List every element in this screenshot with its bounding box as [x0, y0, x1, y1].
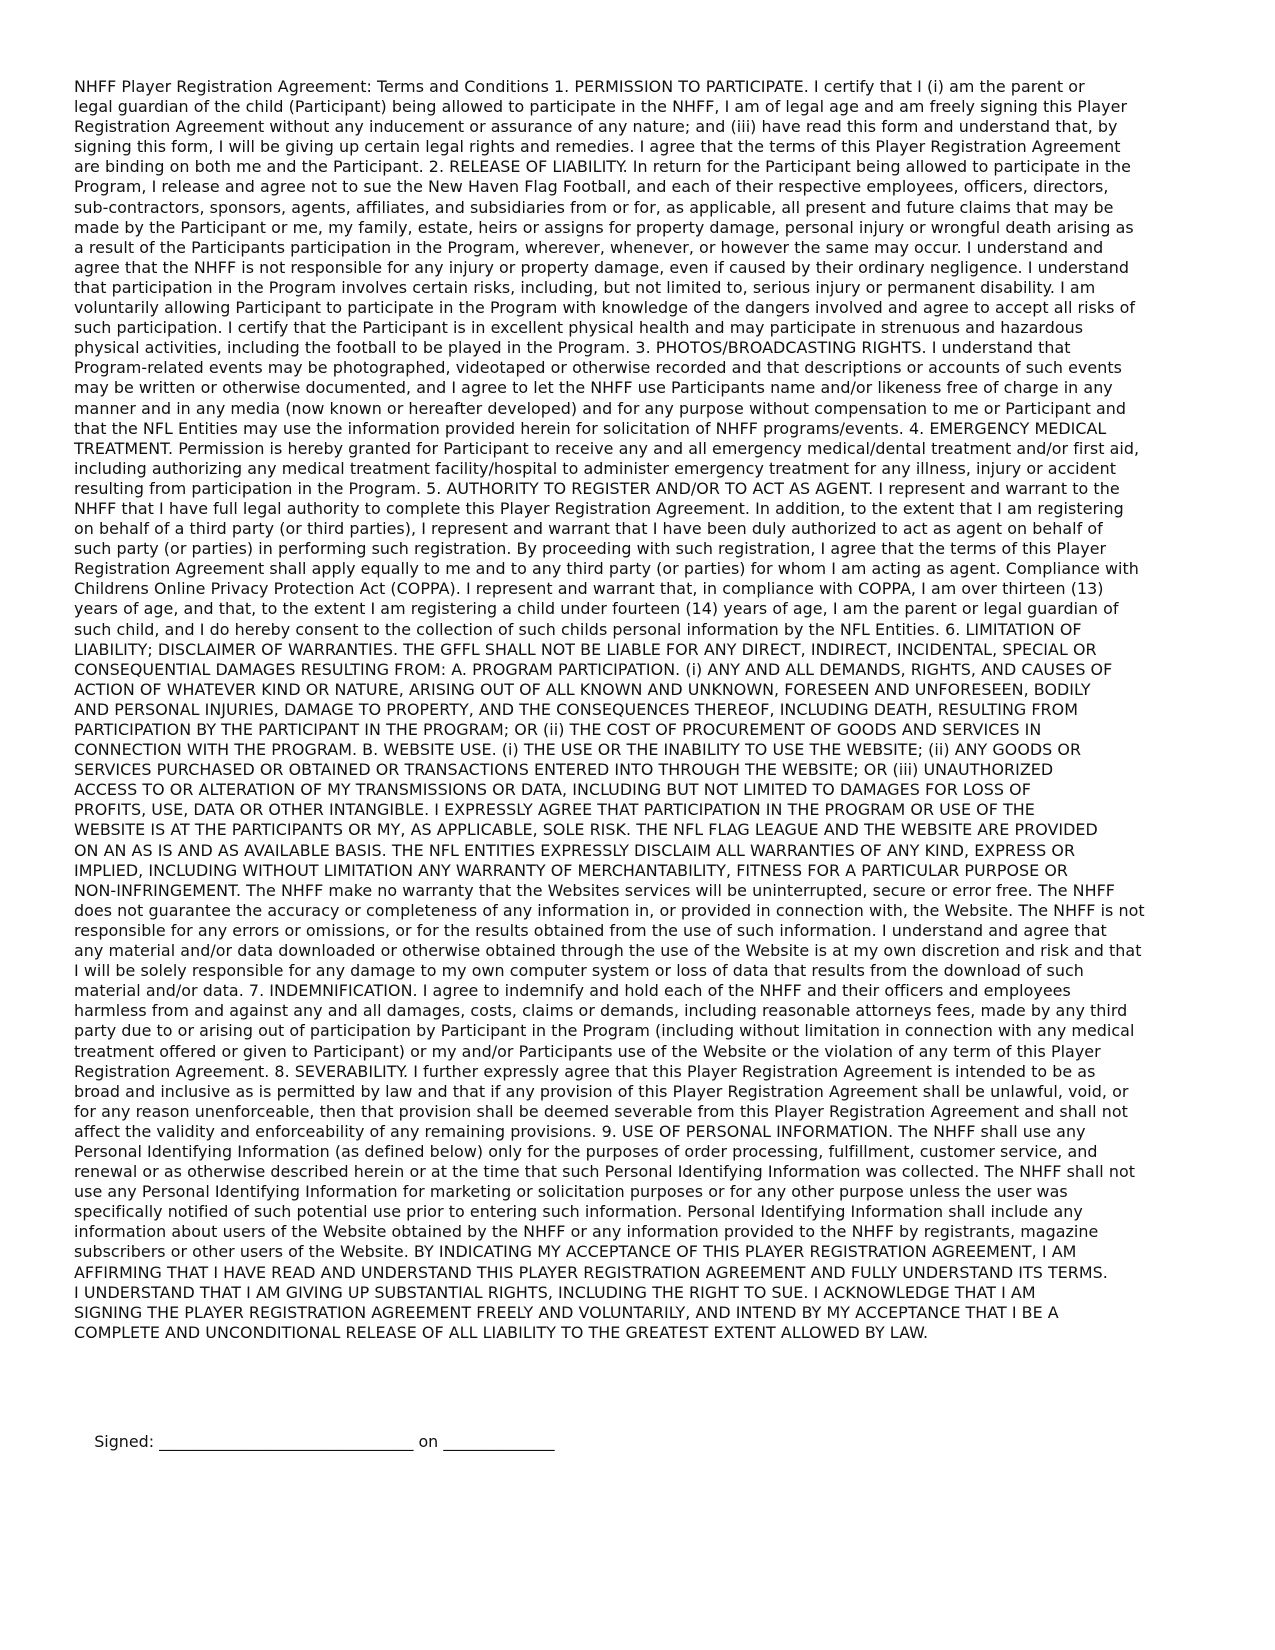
agreement-line: voluntarily allowing Participant to participate in the Program with knowledge of the dangers involved and agree to accept all risks of — [74, 298, 1136, 318]
agreement-line: CONNECTION WITH THE PROGRAM. B. WEBSITE USE. (i) THE USE OR THE INABILITY TO USE THE WEBSITE; (ii) ANY GOODS OR — [74, 740, 1082, 760]
agreement-line: specifically notified of such potential use prior to entering such information. Personal Identifying Information shall include any — [74, 1202, 1083, 1222]
agreement-line: affect the validity and enforceability of any remaining provisions. 9. USE OF PERSONAL INFORMATION. The NHFF shall use any — [74, 1121, 1086, 1141]
agreement-line: Personal Identifying Information (as defined below) only for the purposes of order processing, fulfillment, customer service, and — [74, 1141, 1098, 1161]
agreement-line: PROFITS, USE, DATA OR OTHER INTANGIBLE. I EXPRESSLY AGREE THAT PARTICIPATION IN THE PROGRAM OR USE OF THE — [74, 800, 1035, 820]
agreement-line: PARTICIPATION BY THE PARTICIPANT IN THE PROGRAM; OR (ii) THE COST OF PROCUREMENT OF GOODS AND SERVICES IN — [74, 720, 1042, 739]
agreement-line: Registration Agreement without any inducement or assurance of any nature; and (iii) have read this form and understand that, by — [74, 117, 1118, 137]
date-blank: ______________ — [443, 1432, 555, 1451]
agreement-line: TREATMENT. Permission is hereby granted for Participant to receive any and all emergency medical/dental treatment and/or first aid, — [74, 438, 1140, 458]
agreement-line: years of age, and that, to the extent I am registering a child under fourteen (14) years of age, I am the parent or legal guardian of — [74, 599, 1119, 619]
agreement-line: AND PERSONAL INJURIES, DAMAGE TO PROPERTY, AND THE CONSEQUENCES THEREOF, INCLUDING DEATH, RESULTING FROM — [74, 699, 1078, 719]
agreement-line: IMPLIED, INCLUDING WITHOUT LIMITATION ANY WARRANTY OF MERCHANTABILITY, FITNESS FOR A PARTICULAR PURPOSE OR — [74, 860, 1068, 880]
agreement-line: may be written or otherwise documented, and I agree to let the NHFF use Participants name and/or likeness free of charge in any — [74, 378, 1113, 398]
agreement-line: that the NFL Entities may use the information provided herein for solicitation of NHFF programs/events. 4. EMERGENCY MEDICAL — [74, 418, 1107, 438]
agreement-line: SERVICES PURCHASED OR OBTAINED OR TRANSACTIONS ENTERED INTO THROUGH THE WEBSITE; OR (iii) UNAUTHORIZED — [74, 760, 1054, 780]
agreement-line: broad and inclusive as is permitted by law and that if any provision of this Player Registration Agreement shall be unlawful, void, or — [74, 1081, 1129, 1101]
agreement-line: NON-INFRINGEMENT. The NHFF make no warranty that the Websites services will be uninterrupted, secure or error free. The NHFF — [74, 880, 1115, 900]
agreement-line: COMPLETE AND UNCONDITIONAL RELEASE OF ALL LIABILITY TO THE GREATEST EXTENT ALLOWED BY LAW. — [74, 1322, 929, 1342]
agreement-line: treatment offered or given to Participant) or my and/or Participants use of the Website or the violation of any term of this Player — [74, 1041, 1101, 1061]
agreement-line: for any reason unenforceable, then that provision shall be deemed severable from this Player Registration Agreement and shall not — [74, 1101, 1128, 1121]
agreement-line: Registration Agreement shall apply equally to me and to any third party (or parties) for whom I am acting as agent. Compliance with — [74, 559, 1139, 579]
on-label: on — [413, 1432, 444, 1451]
agreement-line: Childrens Online Privacy Protection Act (COPPA). I represent and warrant that, in compliance with COPPA, I am over thirteen (13) — [74, 579, 1104, 599]
agreement-line: Registration Agreement. 8. SEVERABILITY. I further expressly agree that this Player Registration Agreement is intended to be as — [74, 1061, 1096, 1081]
agreement-line: material and/or data. 7. INDEMNIFICATION. I agree to indemnify and hold each of the NHFF and their officers and employees — [74, 981, 1071, 1001]
agreement-line: manner and in any media (now known or hereafter developed) and for any purpose without compensation to me or Participant and — [74, 398, 1127, 418]
agreement-line: physical activities, including the football to be played in the Program. 3. PHOTOS/BROADCASTING RIGHTS. I understand that — [74, 338, 1071, 358]
agreement-line: any material and/or data downloaded or otherwise obtained through the use of the Website is at my own discretion and risk and that — [74, 941, 1142, 961]
agreement-line: Program, I release and agree not to sue the New Haven Flag Football, and each of their respective employees, officers, directors, — [74, 177, 1109, 197]
agreement-line: NHFF that I have full legal authority to complete this Player Registration Agreement. In addition, to the extent that I am registering — [74, 498, 1124, 518]
agreement-line: such participation. I certify that the Participant is in excellent physical health and may participate in strenuous and hazardous — [74, 318, 1084, 338]
agreement-line: sub-contractors, sponsors, agents, affiliates, and subsidiaries from or for, as applicable, all present and future claims that may be — [74, 197, 1114, 217]
agreement-line: information about users of the Website obtained by the NHFF or any information provided to the NHFF by registrants, magazine — [74, 1222, 1099, 1242]
signature-blank: ________________________________ — [159, 1432, 414, 1451]
agreement-line: AFFIRMING THAT I HAVE READ AND UNDERSTAND THIS PLAYER REGISTRATION AGREEMENT AND FULLY UNDERSTAND ITS TERMS. — [74, 1262, 1108, 1282]
agreement-line: on behalf of a third party (or third parties), I represent and warrant that I have been duly authorized to act as agent on behalf of — [74, 519, 1103, 539]
agreement-line: renewal or as otherwise described herein or at the time that such Personal Identifying Information was collected. The NHFF shall not — [74, 1162, 1136, 1182]
agreement-line: resulting from participation in the Program. 5. AUTHORITY TO REGISTER AND/OR TO ACT AS AGENT. I represent and warrant to the — [74, 478, 1120, 498]
agreement-line: use any Personal Identifying Information for marketing or solicitation purposes or for any other purpose unless the user was — [74, 1182, 1068, 1202]
agreement-line: does not guarantee the accuracy or completeness of any information in, or provided in connection with, the Website. The NHFF is not — [74, 900, 1145, 920]
agreement-line: made by the Participant or me, my family, estate, heirs or assigns for property damage, personal injury or wrongful death arising as — [74, 217, 1134, 237]
agreement-line: a result of the Participants participation in the Program, wherever, whenever, or however the same may occur. I understand and — [74, 237, 1104, 257]
agreement-line: ON AN AS IS AND AS AVAILABLE BASIS. THE NFL ENTITIES EXPRESSLY DISCLAIM ALL WARRANTIES OF ANY KIND, EXPRESS OR — [74, 840, 1076, 860]
agreement-line: ACTION OF WHATEVER KIND OR NATURE, ARISING OUT OF ALL KNOWN AND UNKNOWN, FORESEEN AND UNFORESEEN, BODILY — [74, 679, 1091, 699]
agreement-line: agree that the NHFF is not responsible for any injury or property damage, even if caused by their ordinary negligence. I understand — [74, 257, 1130, 277]
signature-line — [74, 1412, 555, 1472]
agreement-line: harmless from and against any and all damages, costs, claims or demands, including reasonable attorneys fees, made by any third — [74, 1001, 1128, 1021]
agreement-line: Program-related events may be photographed, videotaped or otherwise recorded and that descriptions or accounts of such events — [74, 358, 1122, 378]
signed-label: Signed: — [94, 1432, 160, 1451]
agreement-line: that participation in the Program involves certain risks, including, but not limited to, serious injury or permanent disability. I am — [74, 277, 1096, 297]
agreement-line: including authorizing any medical treatment facility/hospital to administer emergency treatment for any illness, injury or accident — [74, 458, 1116, 478]
agreement-line: SIGNING THE PLAYER REGISTRATION AGREEMENT FREELY AND VOLUNTARILY, AND INTEND BY MY ACCEPTANCE THAT I BE A — [74, 1302, 1059, 1322]
agreement-line: NHFF Player Registration Agreement: Terms and Conditions 1. PERMISSION TO PARTICIPATE. I certify that I (i) am the parent or — [74, 77, 1085, 96]
agreement-line: CONSEQUENTIAL DAMAGES RESULTING FROM: A. PROGRAM PARTICIPATION. (i) ANY AND ALL DEMANDS, RIGHTS, AND CAUSES OF — [74, 659, 1113, 679]
agreement-line: legal guardian of the child (Participant) being allowed to participate in the NHFF, I am of legal age and am freely signing this Player — [74, 97, 1128, 117]
agreement-line: signing this form, I will be giving up certain legal rights and remedies. I agree that the terms of this Player Registration Agreement — [74, 137, 1121, 157]
agreement-line: subscribers or other users of the Website. BY INDICATING MY ACCEPTANCE OF THIS PLAYER REGISTRATION AGREEMENT, I AM — [74, 1242, 1077, 1262]
agreement-line: LIABILITY; DISCLAIMER OF WARRANTIES. THE GFFL SHALL NOT BE LIABLE FOR ANY DIRECT, INDIRECT, INCIDENTAL, SPECIAL OR — [74, 639, 1097, 659]
agreement-line: are binding on both me and the Participant. 2. RELEASE OF LIABILITY. In return for the Participant being allowed to participate in the — [74, 157, 1131, 177]
agreement-body-text — [74, 77, 1202, 1343]
agreement-line: WEBSITE IS AT THE PARTICIPANTS OR MY, AS APPLICABLE, SOLE RISK. THE NFL FLAG LEAGUE AND THE WEBSITE ARE PROVIDED — [74, 820, 1098, 840]
agreement-line: ACCESS TO OR ALTERATION OF MY TRANSMISSIONS OR DATA, INCLUDING BUT NOT LIMITED TO DAMAGES FOR LOSS OF — [74, 780, 1031, 800]
agreement-line: such party (or parties) in performing such registration. By proceeding with such registration, I agree that the terms of this Player — [74, 539, 1107, 559]
agreement-line: I will be solely responsible for any damage to my own computer system or loss of data that results from the download of such — [74, 961, 1084, 981]
agreement-line: party due to or arising out of participation by Participant in the Program (including without limitation in connection with any medical — [74, 1021, 1135, 1041]
agreement-line: I UNDERSTAND THAT I AM GIVING UP SUBSTANTIAL RIGHTS, INCLUDING THE RIGHT TO SUE. I ACKNOWLEDGE THAT I AM — [74, 1282, 1036, 1302]
agreement-line: such child, and I do hereby consent to the collection of such childs personal information by the NFL Entities. 6. LIMITATION OF — [74, 619, 1082, 639]
agreement-line: responsible for any errors or omissions, or for the results obtained from the use of such information. I understand and agree that — [74, 920, 1107, 940]
